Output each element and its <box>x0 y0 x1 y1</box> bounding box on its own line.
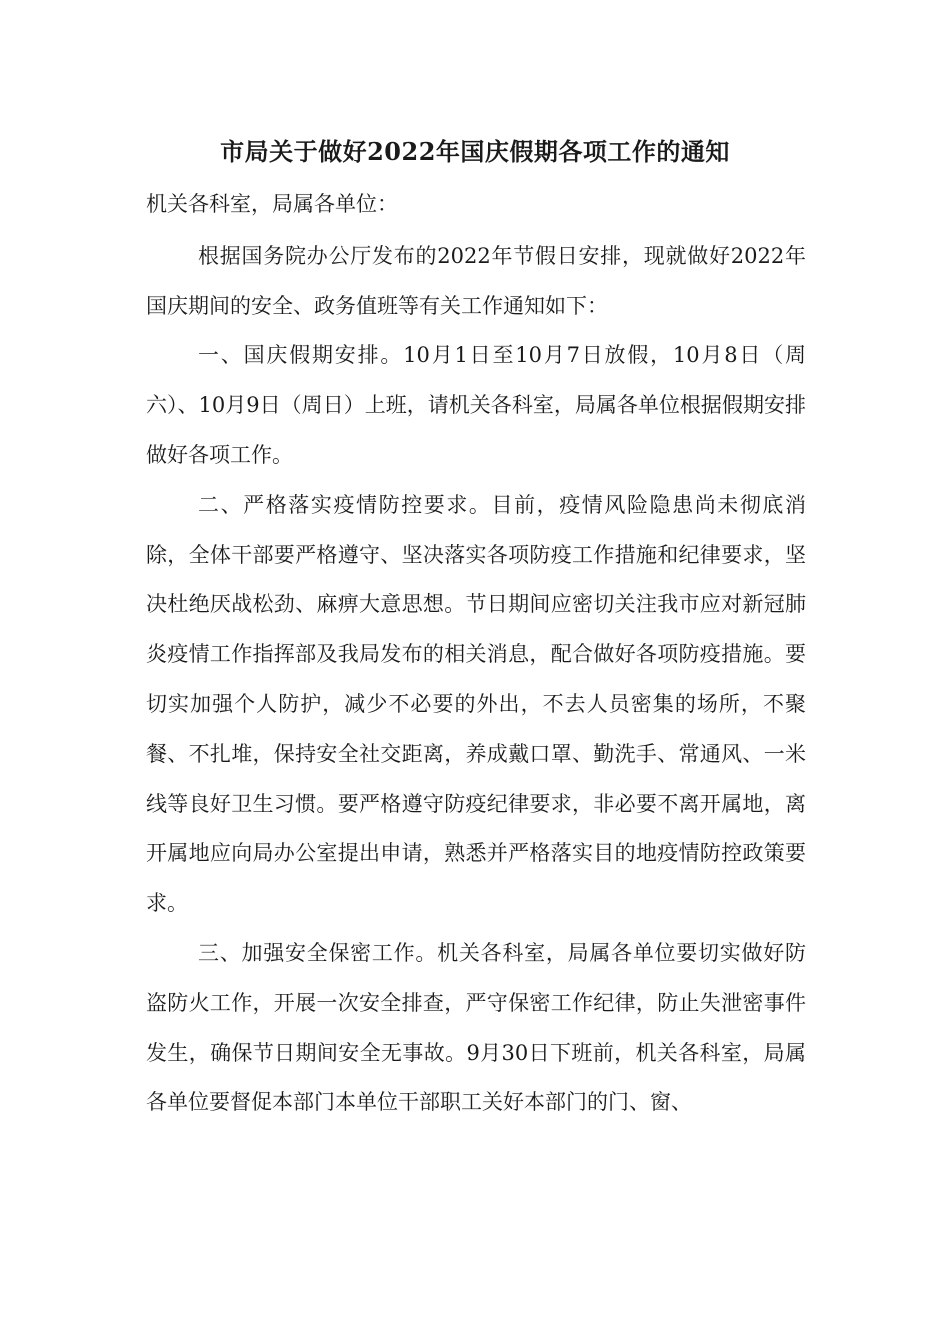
paragraph-intro: 根据国务院办公厅发布的2022年节假日安排，现就做好2022年国庆期间的安全、政务值班等有关工作通知如下： <box>146 243 806 318</box>
paragraph-epidemic-control: 二、严格落实疫情防控要求。目前，疫情风险隐患尚未彻底消除，全体干部要严格遵守、坚决落实各项防疫工作措施和纪律要求，坚决杜绝厌战松劲、麻痹大意思想。节日期间应密切关注我市应对新冠肺炎疫情工作指挥部及我局发布的相关消息，配合做好各项防疫措施。要切实加强个人防护，减少不必要的外出，不去人员密集的场所，不聚餐、不扎堆，保持安全社交距离，养成戴口罩、勤洗手、常通风、一米线等良好卫生习惯。要严格遵守防疫纪律要求，非必要不离开属地，离开属地应向局办公室提出申请，熟悉并严格落实目的地疫情防控政策要求。 <box>146 492 806 916</box>
salutation: 机关各科室，局属各单位： <box>146 192 398 216</box>
paragraph-security: 三、加强安全保密工作。机关各科室，局属各单位要切实做好防盗防火工作，开展一次安全排查，严守保密工作纪律，防止失泄密事件发生，确保节日期间安全无事故。9月30日下班前，机关各科室，局属各单位要督促本部门本单位干部职工关好本部门的门、窗、 <box>146 940 806 1115</box>
paragraph-holiday-schedule: 一、国庆假期安排。10月1日至10月7日放假，10月8日（周六）、10月9日（周日）上班，请机关各科室，局属各单位根据假期安排做好各项工作。 <box>146 343 806 467</box>
document-title: 市局关于做好2022年国庆假期各项工作的通知 <box>220 137 730 166</box>
document-body <box>146 180 806 1128</box>
